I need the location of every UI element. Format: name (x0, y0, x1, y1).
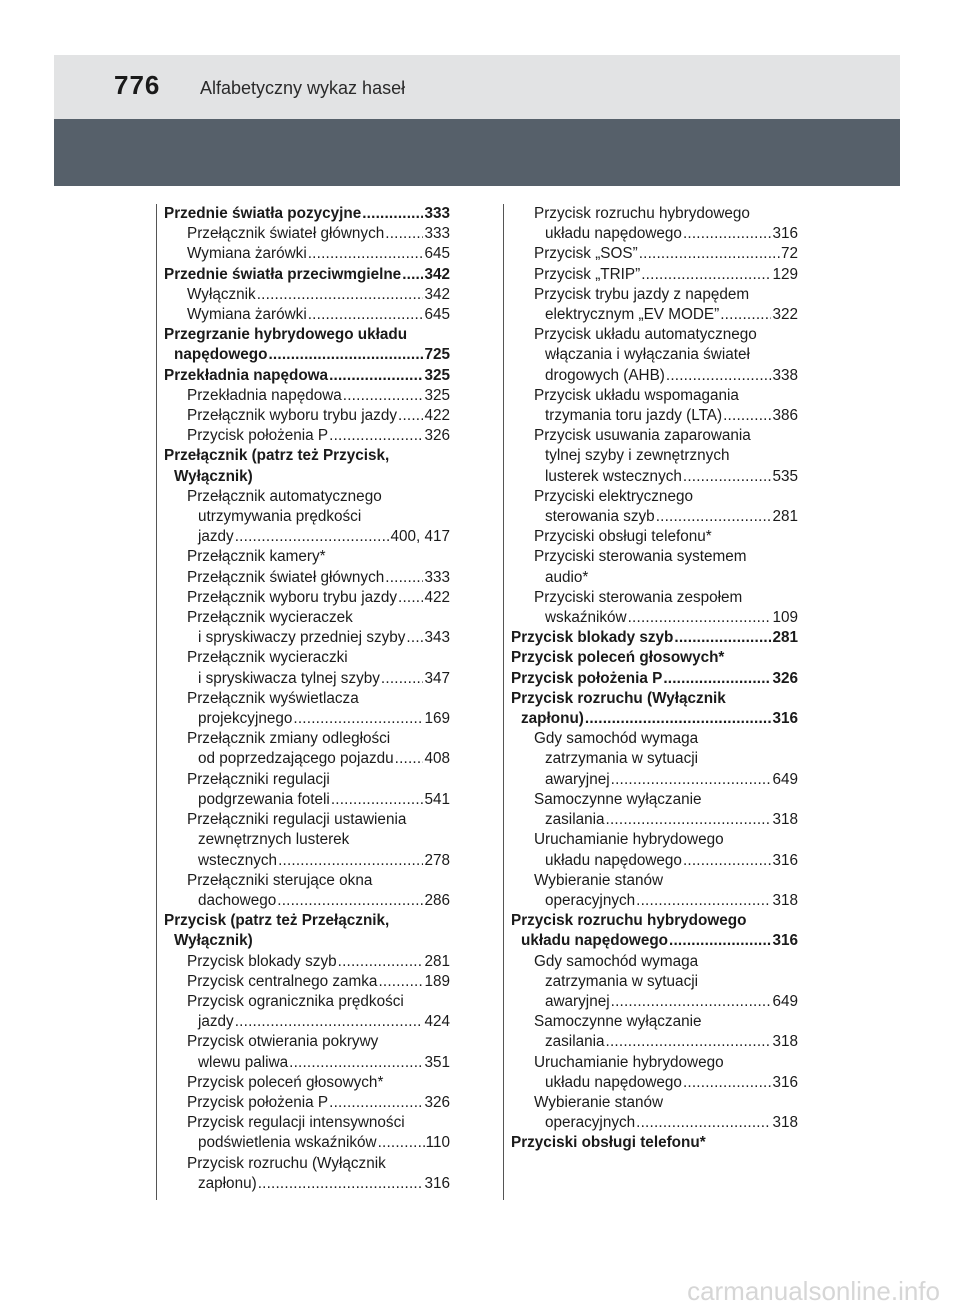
page-reference: 281 (424, 952, 450, 970)
entry-text: zapłonu) (198, 1174, 257, 1192)
page-reference: 281 (772, 508, 798, 526)
entry-text: elektrycznym „EV MODE” (545, 306, 720, 324)
dot-leader (663, 669, 771, 689)
dot-leader (293, 709, 423, 729)
dot-leader (720, 305, 771, 325)
index-subentry (164, 285, 450, 305)
page-reference: 347 (424, 669, 450, 687)
index-subentry (164, 952, 450, 972)
index-subentry (511, 891, 798, 911)
column-rule-right (503, 204, 504, 1200)
entry-text: Przycisk blokady szyb (187, 952, 337, 970)
index-text-line: Przyciski obsługi telefonu* (534, 528, 712, 546)
page-reference: 109 (772, 609, 798, 627)
dot-leader (385, 224, 423, 244)
page-reference: 325 (424, 386, 450, 404)
entry-text: zasilania (545, 811, 605, 829)
entry-text: drogowych (AHB) (545, 366, 665, 384)
page-reference: 286 (424, 891, 450, 909)
dot-leader (641, 265, 771, 285)
page-reference: 649 (772, 770, 798, 788)
index-subentry (511, 265, 798, 285)
dot-leader (277, 891, 423, 911)
page-reference: 189 (424, 972, 450, 990)
index-subentry (164, 669, 450, 689)
index-subentry (164, 426, 450, 446)
page-reference: 351 (424, 1053, 450, 1071)
dot-leader (395, 749, 424, 769)
dot-leader (406, 628, 423, 648)
page-reference: 110 (425, 1134, 450, 1152)
dot-leader (378, 972, 423, 992)
index-subentry (164, 972, 450, 992)
index-subentry (511, 810, 798, 830)
index-heading-line: Przycisk rozruchu (Wyłącznik (511, 689, 726, 707)
index-text-line: Przyciski sterowania systemem (534, 548, 747, 566)
index-text-line: Przełącznik automatycznego (187, 487, 382, 505)
index-column-left (164, 204, 450, 1194)
index-text-line: Przełączniki sterujące okna (187, 871, 373, 889)
dot-leader (343, 386, 424, 406)
index-text-line: Uruchamianie hybrydowego (534, 1053, 724, 1071)
index-text-line: włączania i wyłączania świateł (545, 346, 750, 364)
entry-text: Wyłącznik (187, 285, 256, 303)
index-heading-entry (511, 669, 798, 689)
entry-text: awaryjnej (545, 992, 610, 1010)
entry-text: podgrzewania foteli (198, 790, 330, 808)
page-reference: 318 (772, 1033, 798, 1051)
index-heading-entry (164, 204, 450, 224)
index-text-line: Przełącznik kamery* (187, 548, 326, 566)
index-text-line: zewnętrznych lusterek (198, 831, 350, 849)
page-reference: 535 (772, 467, 798, 485)
dot-leader (606, 1032, 772, 1052)
index-text-line: Samoczynne wyłączanie (534, 790, 702, 808)
dot-leader (268, 345, 423, 365)
index-text-line: Uruchamianie hybrydowego (534, 831, 724, 849)
entry-text: Przycisk położenia P (187, 1093, 329, 1111)
dot-leader (723, 406, 771, 426)
entry-text: i spryskiwaczy przedniej szyby (198, 629, 406, 647)
column-rule-left (156, 204, 157, 1200)
entry-text: operacyjnych (545, 891, 636, 909)
dot-leader (683, 1073, 772, 1093)
dot-leader (683, 467, 772, 487)
index-text-line: Przycisk ogranicznika prędkości (187, 992, 404, 1010)
entry-text: Przednie światła przeciwmgielne (164, 265, 402, 283)
index-text-line: Przycisk poleceń głosowych* (187, 1073, 384, 1091)
index-subentry (164, 527, 450, 547)
index-subentry (511, 1032, 798, 1052)
entry-text: Przełącznik wyboru trybu jazdy (187, 407, 397, 425)
header-bar (54, 55, 900, 119)
page-reference: 322 (772, 306, 798, 324)
index-subentry (164, 628, 450, 648)
entry-text: Przycisk „TRIP” (534, 265, 641, 283)
entry-text: jazdy (198, 1013, 234, 1031)
index-text-line: Przełącznik wycieraczek (187, 609, 353, 627)
page-reference: 386 (772, 407, 798, 425)
index-text-line: Przełączniki regulacji (187, 770, 330, 788)
index-subentry (511, 1073, 798, 1093)
index-subentry (164, 1053, 450, 1073)
index-subentry (164, 1133, 450, 1153)
page-reference: 645 (424, 306, 450, 324)
index-text-line: Wybieranie stanów (534, 871, 664, 889)
index-subentry (511, 770, 798, 790)
dot-leader (329, 426, 423, 446)
index-heading-entry (164, 265, 450, 285)
dot-leader (329, 366, 423, 386)
entry-text: operacyjnych (545, 1114, 636, 1132)
page-reference: 645 (424, 245, 450, 263)
entry-text: Wymiana żarówki (187, 245, 307, 263)
index-text-line: Przycisk otwierania pokrywy (187, 1033, 379, 1051)
page-reference: 424 (424, 1013, 450, 1031)
dot-leader (683, 851, 772, 871)
entry-text: wstecznych (198, 851, 278, 869)
page-reference: 318 (772, 811, 798, 829)
index-text-line: Przycisk rozruchu (Wyłącznik (187, 1154, 386, 1172)
index-subentry (164, 224, 450, 244)
entry-text: projekcyjnego (198, 710, 293, 728)
index-subentry (164, 1174, 450, 1194)
index-subentry (511, 366, 798, 386)
dot-leader (656, 507, 772, 527)
page-reference: 316 (772, 932, 798, 950)
page-reference: 422 (424, 588, 450, 606)
entry-text: Przekładnia napędowa (187, 386, 342, 404)
dot-leader (611, 992, 772, 1012)
index-text-line: Przycisk układu wspomagania (534, 386, 739, 404)
dot-leader (636, 1113, 771, 1133)
entry-text: Przekładnia napędowa (164, 366, 329, 384)
index-subentry (511, 1113, 798, 1133)
page-number: 776 (114, 70, 161, 100)
dot-leader (669, 931, 771, 951)
index-heading-line: Przycisk rozruchu hybrydowego (511, 912, 747, 930)
index-text-line: Przycisk regulacji intensywności (187, 1114, 405, 1132)
entry-text: od poprzedzającego pojazdu (198, 750, 394, 768)
dot-leader (398, 406, 423, 426)
index-heading-line: Wyłącznik) (174, 467, 253, 485)
entry-text: Przycisk położenia P (511, 669, 663, 687)
index-heading-entry (511, 709, 798, 729)
page-reference: 422 (424, 407, 450, 425)
entry-text: Przełącznik świateł głównych (187, 568, 385, 586)
page-reference: 333 (424, 205, 450, 222)
index-subentry (164, 709, 450, 729)
dot-leader (611, 770, 772, 790)
entry-text: trzymania toru jazdy (LTA) (545, 407, 723, 425)
index-text-line: Przyciski elektrycznego (534, 487, 693, 505)
index-subentry (511, 608, 798, 628)
page-reference: 326 (424, 1093, 450, 1111)
entry-text: lusterek wstecznych (545, 467, 682, 485)
entry-text: sterowania szyb (545, 508, 655, 526)
entry-text: jazdy (198, 528, 234, 546)
index-text-line: utrzymywania prędkości (198, 508, 362, 526)
dot-leader (385, 568, 423, 588)
dot-leader (606, 810, 772, 830)
index-text-line: Przełączniki regulacji ustawienia (187, 811, 407, 829)
index-subentry (511, 851, 798, 871)
index-heading-line: Wyłącznik) (174, 932, 253, 950)
page-title: Alfabetyczny wykaz haseł (200, 78, 406, 98)
dot-leader (235, 527, 390, 547)
page-reference: 325 (424, 366, 450, 384)
entry-text: Wymiana żarówki (187, 306, 307, 324)
index-heading-entry (511, 628, 798, 648)
index-heading-line: Przyciski obsługi telefonu* (511, 1134, 706, 1152)
dot-leader (666, 366, 772, 386)
entry-text: awaryjnej (545, 770, 610, 788)
entry-text: układu napędowego (545, 851, 682, 869)
dot-leader (639, 244, 780, 264)
index-heading-entry (164, 366, 450, 386)
entry-text: wskaźników (545, 609, 627, 627)
entry-text: Przycisk blokady szyb (511, 629, 674, 647)
page-reference: 316 (772, 851, 798, 869)
page-reference: 278 (424, 851, 450, 869)
header-band (54, 119, 900, 186)
dot-leader (258, 1174, 424, 1194)
entry-text: układu napędowego (521, 932, 669, 950)
index-subentry (164, 386, 450, 406)
page-reference: 649 (772, 992, 798, 1010)
index-text-line: tylnej szyby i zewnętrznych (545, 447, 730, 465)
dot-leader (331, 790, 424, 810)
index-column-right (511, 204, 798, 1154)
entry-text: układu napędowego (545, 225, 682, 243)
page-reference: 408 (424, 750, 450, 768)
entry-text: wlewu paliwa (198, 1053, 289, 1071)
page-reference: 326 (772, 669, 798, 687)
entry-text: podświetlenia wskaźników (198, 1134, 377, 1152)
page-reference: 342 (424, 265, 450, 283)
index-heading-entry (511, 931, 798, 951)
index-subentry (164, 851, 450, 871)
index-text-line: Przycisk usuwania zaparowania (534, 427, 751, 445)
entry-text: dachowego (198, 891, 277, 909)
index-subentry (164, 568, 450, 588)
entry-text: Przycisk położenia P (187, 427, 329, 445)
entry-text: napędowego (174, 346, 268, 364)
index-subentry (164, 406, 450, 426)
entry-text: Przednie światła pozycyjne (164, 205, 362, 222)
dot-leader (398, 588, 423, 608)
page-reference: 316 (772, 225, 798, 243)
index-text-line: zatrzymania w sytuacji (545, 750, 699, 768)
entry-text: Przełącznik wyboru trybu jazdy (187, 588, 397, 606)
page-reference: 281 (772, 629, 798, 647)
page-reference: 316 (424, 1174, 450, 1192)
dot-leader (362, 204, 423, 224)
page-reference: 316 (772, 1073, 798, 1091)
dot-leader (628, 608, 772, 628)
index-subentry (511, 992, 798, 1012)
index-subentry (164, 891, 450, 911)
page-reference: 169 (424, 710, 450, 728)
dot-leader (338, 952, 424, 972)
index-text-line: Przycisk układu automatycznego (534, 326, 757, 344)
page-reference: 541 (424, 790, 450, 808)
dot-leader (378, 1133, 425, 1153)
index-subentry (511, 244, 798, 264)
entry-text: Przycisk centralnego zamka (187, 972, 378, 990)
index-subentry (511, 467, 798, 487)
dot-leader (278, 851, 423, 871)
watermark: carmanualsonline.info (687, 1276, 940, 1306)
dot-leader (683, 224, 772, 244)
entry-text: Przycisk „SOS” (534, 245, 638, 263)
page-reference: 316 (772, 710, 798, 728)
index-text-line: Wybieranie stanów (534, 1093, 664, 1111)
index-subentry (164, 749, 450, 769)
dot-leader (235, 1012, 424, 1032)
index-text-line: Przełącznik wyświetlacza (187, 689, 359, 707)
index-subentry (164, 1093, 450, 1113)
dot-leader (402, 265, 423, 285)
page-reference: 129 (772, 265, 798, 283)
index-subentry (511, 406, 798, 426)
dot-leader (257, 285, 424, 305)
page-reference: 72 (780, 245, 798, 263)
dot-leader (308, 244, 424, 264)
index-text-line: Przycisk trybu jazdy z napędem (534, 285, 750, 303)
index-subentry (164, 244, 450, 264)
index-text-line: zatrzymania w sytuacji (545, 972, 699, 990)
index-text-line: Gdy samochód wymaga (534, 952, 699, 970)
page-reference: 400, 417 (390, 528, 450, 546)
page-reference: 326 (424, 427, 450, 445)
page-reference: 338 (772, 366, 798, 384)
index-text-line: Przełącznik zmiany odległości (187, 730, 391, 748)
index-text-line: Przełącznik wycieraczki (187, 649, 348, 667)
index-subentry (511, 224, 798, 244)
entry-text: zasilania (545, 1033, 605, 1051)
index-text-line: Przyciski sterowania zespołem (534, 588, 743, 606)
dot-leader (308, 305, 424, 325)
dot-leader (329, 1093, 423, 1113)
dot-leader (674, 628, 771, 648)
index-subentry (164, 588, 450, 608)
index-text-line: Samoczynne wyłączanie (534, 1013, 702, 1031)
dot-leader (289, 1053, 423, 1073)
entry-text: zapłonu) (521, 710, 584, 728)
index-heading-line: Przycisk (patrz też Przełącznik, (164, 912, 390, 930)
dot-leader (381, 669, 424, 689)
index-subentry (511, 507, 798, 527)
page-reference: 318 (772, 891, 798, 909)
page-reference: 333 (424, 568, 450, 586)
page-reference: 333 (424, 225, 450, 243)
index-heading-entry (164, 345, 450, 365)
page-reference: 342 (424, 285, 450, 303)
entry-text: układu napędowego (545, 1073, 682, 1091)
dot-leader (585, 709, 772, 729)
index-subentry (164, 1012, 450, 1032)
index-subentry (511, 305, 798, 325)
entry-text: Przełącznik świateł głównych (187, 225, 385, 243)
index-heading-line: Przełącznik (patrz też Przycisk, (164, 447, 390, 465)
page-reference: 343 (424, 629, 450, 647)
index-subentry (164, 790, 450, 810)
index-text-line: Przycisk rozruchu hybrydowego (534, 205, 750, 222)
index-heading-line: Przycisk poleceń głosowych* (511, 649, 725, 667)
index-text-line: Gdy samochód wymaga (534, 730, 699, 748)
index-heading-line: Przegrzanie hybrydowego układu (164, 326, 408, 344)
index-text-line: audio* (545, 568, 589, 586)
page-reference: 725 (424, 346, 450, 364)
dot-leader (636, 891, 771, 911)
page-reference: 318 (772, 1114, 798, 1132)
entry-text: i spryskiwacza tylnej szyby (198, 669, 380, 687)
index-subentry (164, 305, 450, 325)
